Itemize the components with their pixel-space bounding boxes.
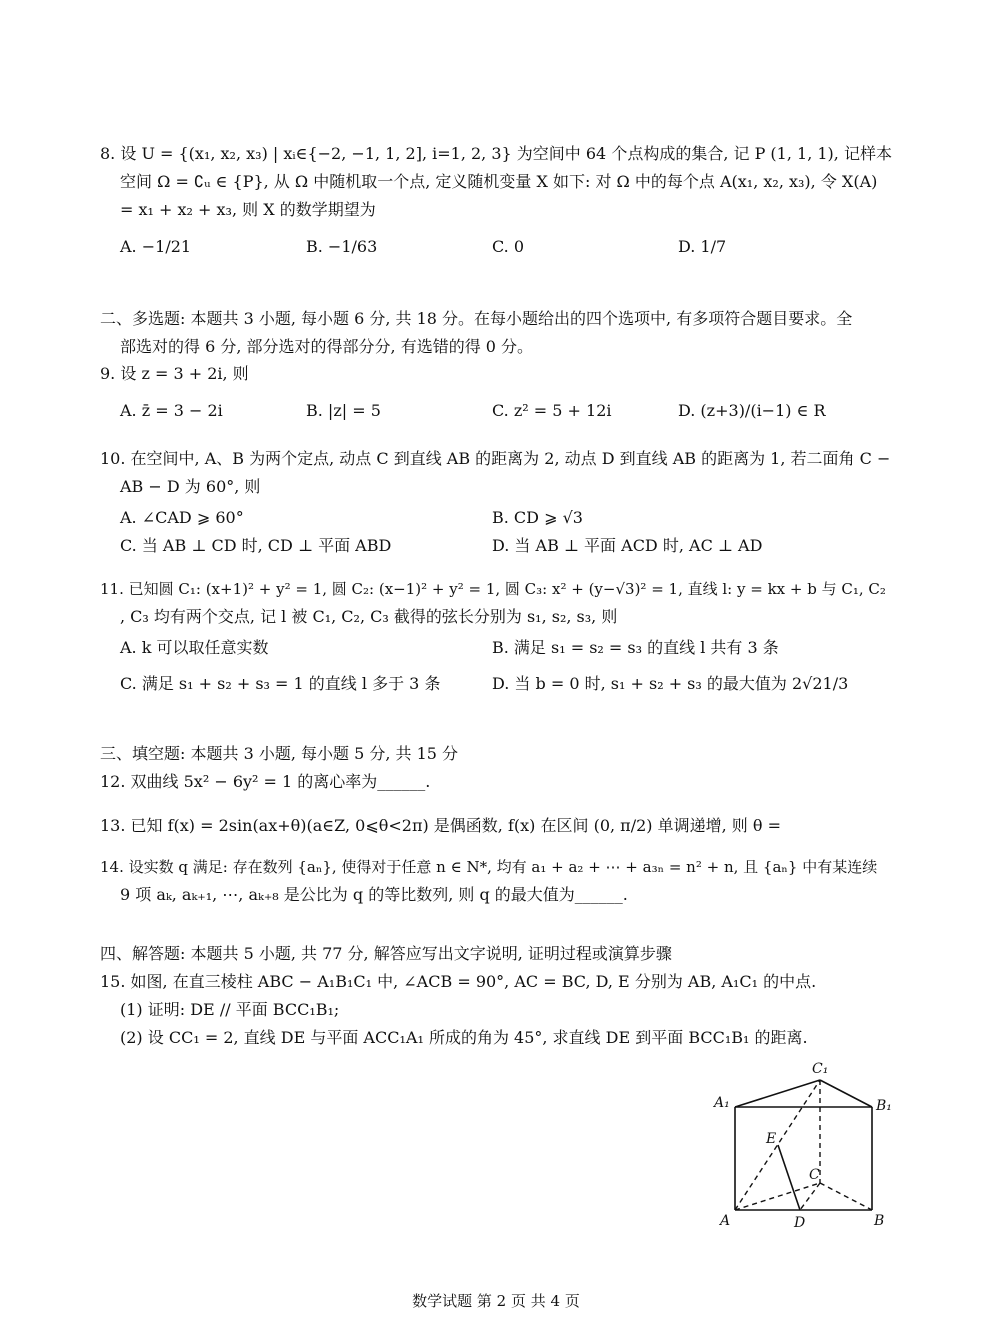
option-d: D. 当 b = 0 时, s₁ + s₂ + s₃ 的最大值为 2√21/3 [492, 674, 849, 693]
q9-stem: 9. 设 z = 3 + 2i, 则 [100, 364, 249, 383]
q8-line: 空间 Ω = ∁ᵤ ∈ {P}, 从 Ω 中随机取一个点, 定义随机变量 X 如下: 对 Ω 中的每个点 A(x₁, x₂, x₃), 令 X(A) [120, 172, 878, 191]
option-a: A. ∠CAD ⩾ 60° [120, 508, 244, 527]
option-a: A. −1/21 [120, 237, 192, 256]
q15-stem: 15. 如图, 在直三棱柱 ABC − A₁B₁C₁ 中, ∠ACB = 90°, AC = BC, D, E 分别为 AB, A₁C₁ 的中点. [100, 972, 817, 991]
option-a: A. k 可以取任意实数 [120, 638, 269, 657]
section-4-header: 四、解答题: 本题共 5 小题, 共 77 分, 解答应写出文字说明, 证明过程或演算步骤 [100, 944, 672, 963]
option-b: B. CD ⩾ √3 [492, 508, 583, 527]
label-b1: B₁ [876, 1098, 892, 1114]
q11-line: 11. 已知圆 C₁: (x+1)² + y² = 1, 圆 C₂: (x−1)² + y² = 1, 圆 C₃: x² + (y−√3)² = 1, 直线 l: y = kx + b 与 C₁, C₂ [100, 580, 886, 598]
label-c: C [809, 1167, 820, 1183]
label-c1: C₁ [812, 1061, 829, 1077]
label-d: D [794, 1215, 806, 1231]
page-footer: 数学试题 第 2 页 共 4 页 [412, 1292, 580, 1310]
q14-line: 14. 设实数 q 满足: 存在数列 {aₙ}, 使得对于任意 n ∈ N*, 均有 a₁ + a₂ + ⋯ + a₃ₙ = n² + n, 且 {aₙ} 中有某连续 [100, 858, 878, 876]
label-e: E [766, 1131, 777, 1147]
q8-line: 8. 设 U = {(x₁, x₂, x₃) | xᵢ∈{−2, −1, 1, 2], i=1, 2, 3} 为空间中 64 个点构成的集合, 记 P (1, 1, 1), 记样本 [100, 144, 892, 163]
q10-options-row1 [120, 503, 900, 533]
option-a: A. z̄ = 3 − 2i [120, 401, 223, 420]
q11-options-row2 [120, 669, 900, 699]
option-c: C. 0 [492, 237, 525, 256]
option-d: D. 当 AB ⊥ 平面 ACD 时, AC ⊥ AD [492, 536, 763, 555]
option-c: C. 当 AB ⊥ CD 时, CD ⊥ 平面 ABD [120, 536, 392, 555]
section-2-line: 二、多选题: 本题共 3 小题, 每小题 6 分, 共 18 分。在每小题给出的四个选项中, 有多项符合题目要求。全 [100, 309, 853, 328]
section-2-line: 部选对的得 6 分, 部分选对的得部分分, 有选错的得 0 分。 [120, 337, 534, 356]
option-c: C. 满足 s₁ + s₂ + s₃ = 1 的直线 l 多于 3 条 [120, 674, 441, 693]
prism-figure [700, 1055, 910, 1235]
q10-line: 10. 在空间中, A、B 为两个定点, 动点 C 到直线 AB 的距离为 2, 动点 D 到直线 AB 的距离为 1, 若二面角 C − [100, 449, 891, 468]
q13-text: 13. 已知 f(x) = 2sin(ax+θ)(a∈Z, 0⩽θ<2π) 是偶函数, f(x) 在区间 (0, π/2) 单调递增, 则 θ = [100, 816, 781, 835]
option-c: C. z² = 5 + 12i [492, 401, 612, 420]
q9-options [120, 396, 900, 426]
q8-line: = x₁ + x₂ + x₃, 则 X 的数学期望为 [120, 200, 376, 219]
question-10 [100, 445, 900, 501]
option-b: B. |z| = 5 [306, 401, 381, 420]
option-d: D. 1/7 [678, 237, 727, 256]
option-b: B. −1/63 [306, 237, 378, 256]
question-11 [100, 575, 900, 631]
label-a1: A₁ [714, 1095, 730, 1111]
question-14 [100, 853, 900, 909]
label-b: B [874, 1213, 885, 1229]
section-2-header [100, 305, 900, 361]
option-d: D. (z+3)/(i−1) ∈ R [678, 401, 826, 420]
question-8 [100, 140, 900, 224]
q11-line: , C₃ 均有两个交点, 记 l 被 C₁, C₂, C₃ 截得的弦长分别为 s₁, s₂, s₃, 则 [120, 607, 618, 626]
option-b: B. 满足 s₁ = s₂ = s₃ 的直线 l 共有 3 条 [492, 638, 779, 657]
q14-line: 9 项 aₖ, aₖ₊₁, ⋯, aₖ₊₈ 是公比为 q 的等比数列, 则 q 的最大值为______. [120, 885, 628, 904]
q10-line: AB − D 为 60°, 则 [120, 477, 261, 496]
q8-options [120, 232, 900, 262]
q15-part-2: (2) 设 CC₁ = 2, 直线 DE 与平面 ACC₁A₁ 所成的角为 45°, 求直线 DE 到平面 BCC₁B₁ 的距离. [120, 1028, 808, 1047]
q12-text: 12. 双曲线 5x² − 6y² = 1 的离心率为______. [100, 772, 431, 791]
section-3-header: 三、填空题: 本题共 3 小题, 每小题 5 分, 共 15 分 [100, 744, 459, 763]
q15-part-1: (1) 证明: DE // 平面 BCC₁B₁; [120, 1000, 340, 1019]
label-a: A [720, 1213, 731, 1229]
q10-options-row2 [120, 531, 900, 561]
q11-options-row1 [120, 633, 900, 663]
